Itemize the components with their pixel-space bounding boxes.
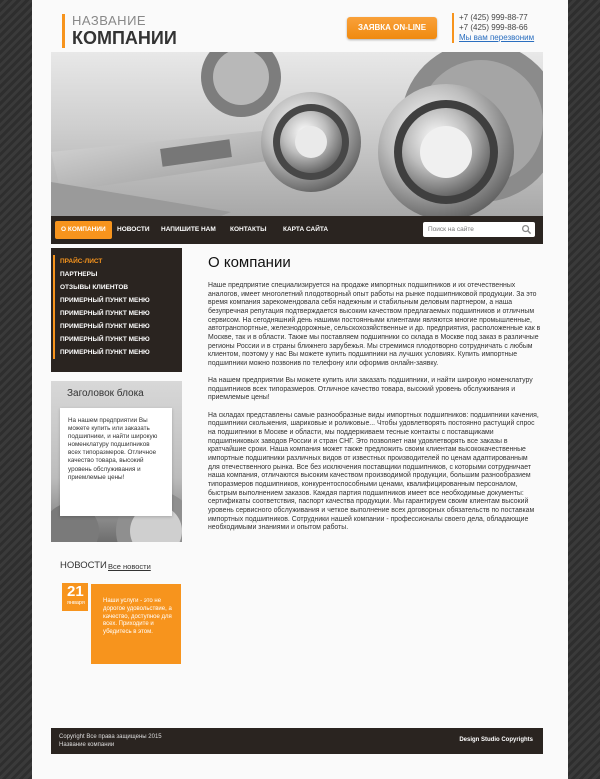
copyright-text: Copyright Все права защищены 2015 bbox=[59, 734, 162, 740]
logo[interactable] bbox=[62, 14, 177, 48]
block-text: На нашем предприятии Вы можете купить или заказать подшипники, и найти широкую номенклатуру подшипников всех типоразмеров. Отличное качество товара, высокий уровень обслуживания и приемлемые цены! bbox=[60, 408, 172, 516]
sidebar-item-partners[interactable]: ПАРТНЕРЫ bbox=[53, 268, 182, 281]
news-date bbox=[62, 583, 88, 611]
paragraph-1: Наше предприятие специализируется на продаже импортных подшипников и их отечественных аналогов, имеет многолетний плодотворный опыт работы на рынке подшипниковой продукции. За это время компания зарекомендовала себя надежным и стабильным деловым партнером, а наша безупречная репутация подтверждается высоким качеством предлагаемых подшипников и отличным сервисом. На сегодняшний день нашими постоянными клиентами являются многие промышленные, автотранспортные, железнодорожные, сельскохозяйственные и др. предприятия, расположенные как в Москве, так и в области. Также мы поставляем подшипники со склада в Москве под заказ в различные регионы России и в страны ближнего зарубежья. Мы стремимся плодотворно сотрудничать с любым клиентом, поэтому у нас Вы можете купить подшипники на лучших условиях. Купить импортные подшипники можно позвонив по телефону или оформив онлайн-заявку. bbox=[208, 282, 541, 367]
news-day: 21 bbox=[67, 583, 84, 600]
block-title: Заголовок блока bbox=[67, 388, 144, 399]
search-input[interactable] bbox=[423, 222, 535, 237]
bearings-illustration bbox=[51, 52, 543, 216]
nav-item-about[interactable]: О КОМПАНИИ bbox=[55, 221, 112, 239]
footer bbox=[51, 728, 543, 754]
phone-2: +7 (425) 999-88-66 bbox=[459, 23, 528, 32]
footer-company: Название компании bbox=[59, 742, 115, 748]
phones-block bbox=[452, 13, 534, 43]
paragraph-2: На нашем предприятии Вы можете купить или заказать подшипники, и найти широкую номенклатуру подшипников всех типоразмеров. Отличное качество товара, высокий уровень обслуживания и приемлемые цены! bbox=[208, 377, 533, 402]
hero-banner-image bbox=[51, 52, 543, 216]
nav-item-sitemap[interactable]: КАРТА САЙТА bbox=[283, 226, 329, 233]
sidebar-item-reviews[interactable]: ОТЗЫВЫ КЛИЕНТОВ bbox=[53, 281, 182, 294]
sidebar-block bbox=[51, 381, 182, 542]
logo-line2: КОМПАНИИ bbox=[72, 28, 177, 48]
search-icon[interactable] bbox=[521, 224, 532, 235]
footer-copyright bbox=[59, 733, 162, 749]
nav-item-news[interactable]: НОВОСТИ bbox=[117, 226, 150, 233]
sidebar-item-price-list[interactable]: ПРАЙС-ЛИСТ bbox=[53, 255, 182, 268]
logo-line1: НАЗВАНИЕ bbox=[72, 13, 147, 28]
page-title: О компании bbox=[208, 254, 291, 271]
sidebar-item-sample-1[interactable]: ПРИМЕРНЫЙ ПУНКТ МЕНЮ bbox=[53, 294, 182, 307]
news-month: января bbox=[67, 600, 85, 606]
sidebar-menu bbox=[51, 248, 182, 372]
main-content bbox=[208, 282, 541, 542]
sidebar-item-sample-5[interactable]: ПРИМЕРНЫЙ ПУНКТ МЕНЮ bbox=[53, 346, 182, 359]
news-heading: НОВОСТИ bbox=[60, 560, 107, 571]
design-studio-link[interactable]: Design Studio Copyrights bbox=[459, 737, 533, 743]
news-text: Наши услуги - это не дорогое удовольствие, а качество, доступное для всех. Приходите и убедитесь в этом. bbox=[103, 598, 172, 636]
news-card[interactable] bbox=[91, 584, 181, 664]
page bbox=[32, 0, 568, 779]
nav-item-write-us[interactable]: НАПИШИТЕ НАМ bbox=[161, 226, 216, 233]
paragraph-3: На складах представлены самые разнообразные виды импортных подшипников: подшипники качения, подшипники скольжения, шариковые и роликовые... Чтобы удовлетворять постоянно растущий спрос на подшипники в Москве и области, мы поддерживаем тесные контакты с поставщиками подшипниковых заводов России и стран СНГ. Это позволяет нам удовлетворять все заказы в кратчайшие сроки. Наша компания может также предложить своим клиентам высококачественные импортные подшипники различных видов от известных производителей по ценам адаптированным для отечественного рынка. Все без исключения поставщики подшипников, с которыми сотрудничает наша компания, отличаются высоким качеством производимой продукции, большим разнообразием типоразмеров подшипников, конкурентоспособными ценами, квалифицированным персоналом, быстрым выполнением заказов. Каждая партия подшипников имеет все необходимые документы: сертификаты соответствия, паспорт качества продукции. Мы гарантируем своим клиентам высокий уровень сервисного обслуживания и четкое выполнение всех договорных обязательств по поставкам импортных подшипников. Сотрудники нашей компании - профессионалы своего дела, обладающие необходимыми знаниями и опытом работы. bbox=[208, 411, 539, 532]
phone-1: +7 (425) 999-88-77 bbox=[459, 13, 528, 22]
online-request-button[interactable]: ЗАЯВКА ON-LINE bbox=[347, 17, 437, 39]
sidebar-item-sample-4[interactable]: ПРИМЕРНЫЙ ПУНКТ МЕНЮ bbox=[53, 333, 182, 346]
sidebar-item-sample-2[interactable]: ПРИМЕРНЫЙ ПУНКТ МЕНЮ bbox=[53, 307, 182, 320]
sidebar-item-sample-3[interactable]: ПРИМЕРНЫЙ ПУНКТ МЕНЮ bbox=[53, 320, 182, 333]
main-nav bbox=[51, 216, 543, 244]
all-news-link[interactable]: Все новости bbox=[108, 562, 151, 571]
nav-item-contacts[interactable]: КОНТАКТЫ bbox=[230, 226, 267, 233]
callback-link[interactable]: Мы вам перезвоним bbox=[459, 33, 535, 42]
